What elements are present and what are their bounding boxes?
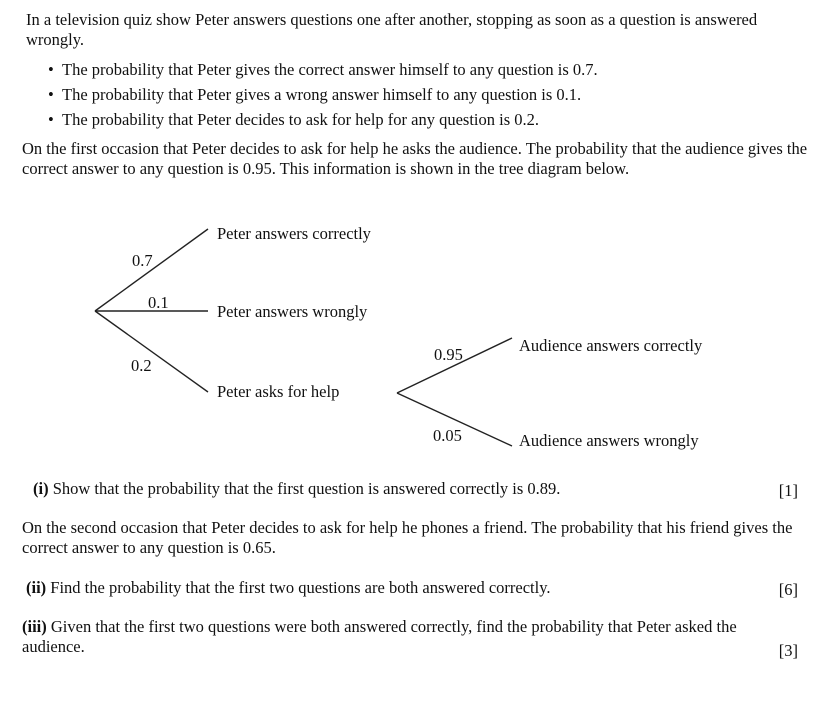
outcome-label-audience-wrong: Audience answers wrongly: [519, 431, 699, 450]
outcome-label-wrong: Peter answers wrongly: [217, 302, 368, 321]
prob-label-audience-wrong: 0.05: [433, 426, 462, 445]
info-paragraph: On the first occasion that Peter decides to ask for help he asks the audience. The probability that the audience gives the correct answer to any question is 0.95. This information is shown in the tree diagram below.: [22, 139, 808, 178]
question-2-marks: [6]: [778, 580, 798, 599]
question-1: [33, 479, 560, 499]
prob-label-correct: 0.7: [132, 251, 153, 270]
bullet-item: [48, 60, 598, 80]
question-1-marks: [1]: [778, 481, 798, 500]
bullet-dot-icon: •: [48, 110, 54, 129]
question-1-number: (i): [33, 479, 49, 498]
question-3: [22, 617, 797, 657]
tree-diagram: [0, 210, 836, 470]
second-occasion-paragraph: On the second occasion that Peter decides to ask for help he phones a friend. The probability that his friend gives the correct answer to any question is 0.65.: [22, 518, 793, 557]
question-2-number: (ii): [26, 578, 47, 597]
outcome-label-help: Peter asks for help: [217, 382, 340, 401]
outcome-label-audience-correct: Audience answers correctly: [519, 336, 703, 355]
prob-label-audience-correct: 0.95: [434, 345, 463, 364]
prob-label-help: 0.2: [131, 356, 152, 375]
branch-line-help: [95, 311, 208, 392]
question-2: [26, 578, 551, 598]
prob-label-wrong: 0.1: [148, 293, 169, 312]
question-2-text: Find the probability that the first two questions are both answered correctly.: [50, 578, 551, 597]
bullet-text: The probability that Peter decides to ask for help for any question is 0.2.: [62, 110, 540, 129]
bullet-dot-icon: •: [48, 60, 54, 79]
question-3-text: Given that the first two questions were both answered correctly, find the probability that Peter asked the audience.: [22, 617, 737, 656]
intro-paragraph: In a television quiz show Peter answers questions one after another, stopping as soon as a question is answered wrongly.: [26, 10, 758, 49]
bullet-text: The probability that Peter gives a wrong answer himself to any question is 0.1.: [62, 85, 582, 104]
bullet-item: [48, 110, 539, 130]
question-3-marks: [3]: [778, 641, 798, 660]
question-3-number: (iii): [22, 617, 47, 636]
bullet-text: The probability that Peter gives the correct answer himself to any question is 0.7.: [62, 60, 598, 79]
outcome-label-correct: Peter answers correctly: [217, 224, 371, 243]
question-1-text: Show that the probability that the first question is answered correctly is 0.89.: [52, 479, 561, 498]
bullet-dot-icon: •: [48, 85, 54, 104]
bullet-item: [48, 85, 581, 105]
